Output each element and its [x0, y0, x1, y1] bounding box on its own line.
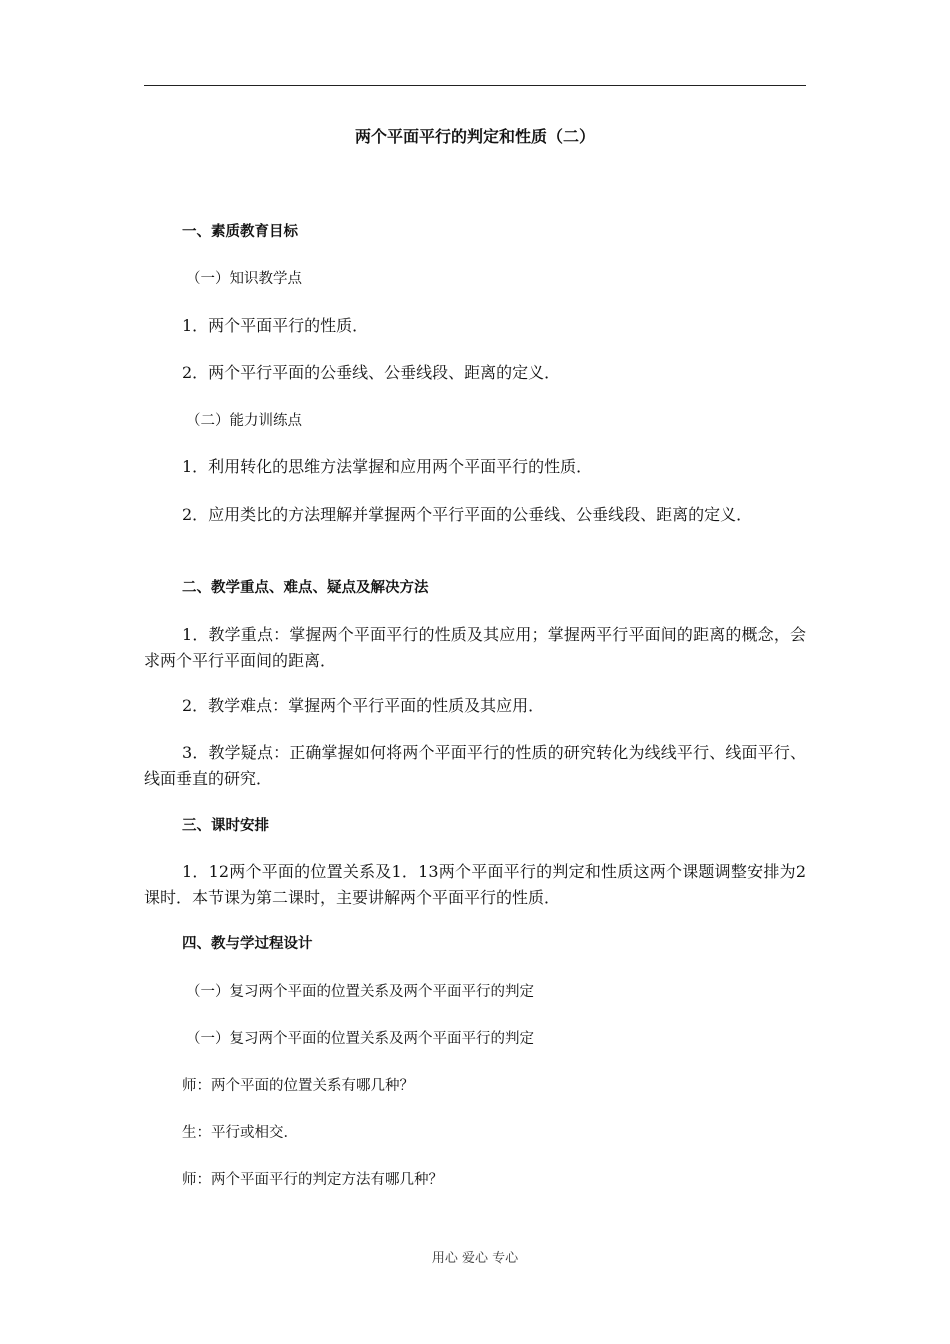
paragraph: 2．应用类比的方法理解并掌握两个平行平面的公垂线、公垂线段、距离的定义．	[182, 505, 753, 524]
dialogue-line: 师：两个平面的位置关系有哪几种？	[182, 1078, 414, 1094]
list-item: 1．两个平面平行的性质．	[182, 316, 369, 335]
list-item: 1．利用转化的思维方法掌握和应用两个平面平行的性质．	[182, 457, 593, 476]
paragraph: 1．教学重点：掌握两个平面平行的性质及其应用；掌握两平行平面间的距离的概念，会求两个平行平面间的距离．	[144, 625, 806, 670]
paragraph: 1．12两个平面的位置关系及1．13两个平面平行的判定和性质这两个课题调整安排为2课时．本节课为第二课时，主要讲解两个平面平行的性质．	[144, 862, 806, 907]
section-heading-key-points: 二、教学重点、难点、疑点及解决方法	[182, 580, 429, 596]
document-title: 两个平面平行的判定和性质（二）	[354, 127, 595, 146]
subsection-review: （一）复习两个平面的位置关系及两个平面平行的判定	[186, 984, 534, 1000]
dialogue-line: 师：两个平面平行的判定方法有哪几种？	[182, 1172, 443, 1188]
page-footer: 用心 爱心 专心	[431, 1251, 519, 1266]
section-heading-process: 四、教与学过程设计	[182, 936, 313, 952]
dialogue-line: 生：平行或相交．	[182, 1125, 298, 1141]
list-item: 2．两个平行平面的公垂线、公垂线段、距离的定义．	[182, 363, 561, 382]
list-item: 2．教学难点：掌握两个平行平面的性质及其应用．	[182, 696, 545, 715]
subsection-ability: （二）能力训练点	[186, 413, 302, 429]
section-heading-schedule: 三、课时安排	[182, 818, 269, 834]
paragraph: 3．教学疑点：正确掌握如何将两个平面平行的性质的研究转化为线线平行、线面平行、线面垂直的研究．	[144, 743, 806, 788]
subsection-review: （一）复习两个平面的位置关系及两个平面平行的判定	[186, 1031, 534, 1047]
section-heading-goals: 一、素质教育目标	[182, 224, 298, 240]
header-rule	[144, 85, 806, 86]
subsection-knowledge: （一）知识教学点	[186, 271, 302, 287]
